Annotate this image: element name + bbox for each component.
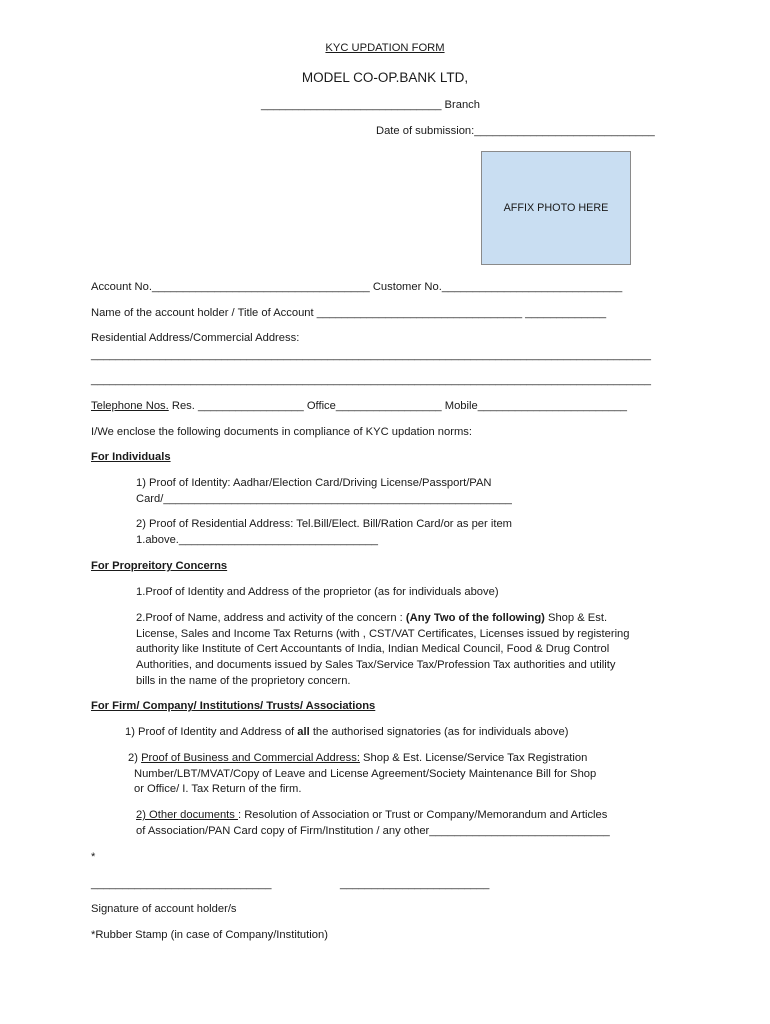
- address-label: Residential Address/Commercial Address:: [91, 332, 300, 344]
- proprietory-item-2-line-4: Authorities, and documents issued by Sales Tax/Service Tax/Profession Tax authorities and utility: [136, 659, 616, 671]
- signature-line-1[interactable]: _____________________________: [91, 878, 272, 890]
- telephone-line[interactable]: [91, 400, 627, 413]
- proprietory-item-2-line-5: bills in the name of the proprietory concern.: [136, 675, 351, 687]
- signature-line-2[interactable]: ________________________: [340, 878, 490, 890]
- firm-item-3: [136, 809, 607, 822]
- photo-placeholder: [481, 151, 631, 265]
- firm-item-1: [125, 726, 568, 739]
- firm-item-3-line-2[interactable]: of Association/PAN Card copy of Firm/Institution / any other_____________________________: [136, 825, 610, 837]
- individuals-heading: For Individuals: [91, 451, 171, 463]
- firm-item-2-line-2: Number/LBT/MVAT/Copy of Leave and License Agreement/Society Maintenance Bill for Shop: [134, 768, 597, 780]
- firm-item-1-emphasis: all: [297, 726, 310, 738]
- branch-field[interactable]: _____________________________ Branch: [261, 99, 480, 111]
- telephone-fields[interactable]: Res. _________________ Office_________________ Mobile________________________: [168, 400, 628, 412]
- firm-heading: For Firm/ Company/ Institutions/ Trusts/ Associations: [91, 700, 376, 712]
- firm-item-2-number: 2): [128, 752, 142, 764]
- individuals-item-2: 2) Proof of Residential Address: Tel.Bill/Elect. Bill/Ration Card/or as per item: [136, 518, 512, 530]
- firm-item-1-suffix: the authorised signatories (as for individuals above): [309, 726, 569, 738]
- account-customer-line[interactable]: Account No.___________________________________ Customer No._____________________________: [91, 281, 623, 293]
- firm-item-3-label: 2) Other documents: [136, 809, 238, 821]
- proprietory-item-1: 1.Proof of Identity and Address of the proprietor (as for individuals above): [136, 586, 499, 598]
- address-line-2[interactable]: __________________________________________________________________________________________: [91, 374, 651, 386]
- individuals-item-1-cont[interactable]: Card/________________________________________________________: [136, 493, 512, 505]
- firm-item-2-rest: Shop & Est. License/Service Tax Registration: [359, 752, 588, 764]
- firm-item-1-prefix: 1) Proof of Identity and Address of: [125, 726, 298, 738]
- individuals-item-2-cont[interactable]: 1.above.________________________________: [136, 534, 379, 546]
- signature-label: Signature of account holder/s: [91, 903, 237, 915]
- firm-item-2-label: Proof of Business and Commercial Address:: [141, 752, 360, 764]
- proprietory-item-2-prefix: 2.Proof of Name, address and activity of the concern :: [136, 612, 406, 624]
- proprietory-item-2-line-3: authority like Institute of Cert Accountants of India, Indian Medical Council, Food & Drug Control: [136, 643, 610, 655]
- proprietory-item-2-emphasis: (Any Two of the following): [405, 612, 545, 624]
- individuals-item-1: 1) Proof of Identity: Aadhar/Election Card/Driving License/Passport/PAN: [136, 477, 492, 489]
- firm-item-2: [128, 752, 587, 765]
- enclose-statement: I/We enclose the following documents in compliance of KYC updation norms:: [91, 426, 472, 438]
- firm-item-3-rest: : Resolution of Association or Trust or Company/Memorandum and Articles: [237, 809, 608, 821]
- date-of-submission-field[interactable]: Date of submission:_____________________________: [376, 125, 655, 137]
- bank-name: MODEL CO-OP.BANK LTD,: [301, 70, 469, 85]
- photo-placeholder-label: AFFIX PHOTO HERE: [503, 201, 609, 214]
- form-title: KYC UPDATION FORM: [325, 42, 445, 54]
- proprietory-item-2-line-2: License, Sales and Income Tax Returns (with , CST/VAT Certificates, Licenses issued by registering: [136, 628, 630, 640]
- asterisk-mark: *: [91, 851, 96, 863]
- proprietory-heading: For Propreitory Concerns: [91, 560, 228, 572]
- telephone-label: Telephone Nos.: [91, 400, 169, 412]
- address-line-1[interactable]: __________________________________________________________________________________________: [91, 349, 651, 361]
- account-holder-name-line[interactable]: Name of the account holder / Title of Account _________________________________ _____________: [91, 307, 607, 319]
- firm-item-2-line-3: or Office/ I. Tax Return of the firm.: [134, 783, 302, 795]
- proprietory-item-2: [136, 612, 607, 625]
- rubber-stamp-note: *Rubber Stamp (in case of Company/Institution): [91, 929, 328, 941]
- proprietory-item-2-suffix: Shop & Est.: [544, 612, 608, 624]
